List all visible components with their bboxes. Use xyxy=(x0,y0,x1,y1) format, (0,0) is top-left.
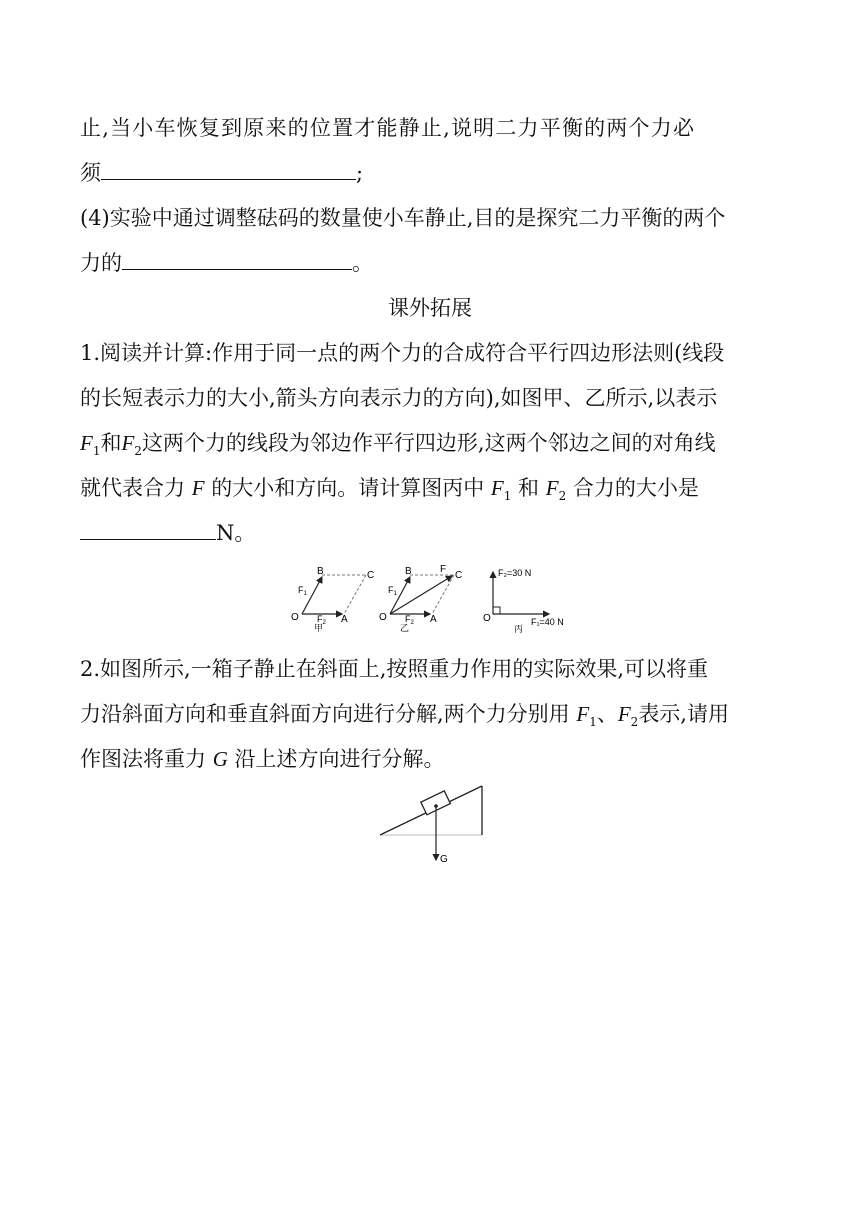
f2-subscript: 2 xyxy=(558,489,567,504)
q1-line4 xyxy=(80,473,699,511)
q2-line3-a: 作图法将重力 xyxy=(80,747,206,771)
section-title: 课外拓展 xyxy=(388,296,472,320)
label-f1: $F_1$ xyxy=(388,585,397,597)
caption-jia: 甲 xyxy=(314,623,324,633)
q2-line1: 2.如图所示,一箱子静止在斜面上,按照重力作用的实际效果,可以将重 xyxy=(80,657,709,681)
para4-line2-suffix: 。 xyxy=(352,251,373,275)
q1-line2: 的长短表示力的大小,箭头方向表示力的方向),如图甲、乙所示,以表示 xyxy=(80,386,718,410)
q2-line2-b: 表示,请用 xyxy=(638,702,729,726)
f1-subscript: 1 xyxy=(589,715,597,730)
label-o: O xyxy=(483,613,491,624)
label-f1: $F_1$ xyxy=(298,585,307,597)
force-diagram-figure xyxy=(0,558,860,638)
para4-line1: (4)实验中通过调整砝码的数量使小车静止,目的是探究二力平衡的两个 xyxy=(80,206,726,230)
q1-line4-c: 合力的大小是 xyxy=(572,476,699,500)
caption-bing: 丙 xyxy=(514,624,524,634)
label-g: G xyxy=(440,854,448,865)
para3-line2-suffix: ; xyxy=(356,161,364,185)
diagram-jia xyxy=(291,566,374,633)
f-symbol: F xyxy=(191,476,205,500)
q1-line1: 1.阅读并计算:作用于同一点的两个力的合成符合平行四边形法则(线段 xyxy=(80,341,725,365)
f2-symbol: F xyxy=(617,702,631,726)
separator: 、 xyxy=(596,702,618,726)
label-f1-value: F₁=40 N xyxy=(531,617,564,627)
answer-blank-q1[interactable] xyxy=(80,519,216,540)
f1-subscript: 1 xyxy=(503,489,512,504)
q2-line3-b: 沿上述方向进行分解。 xyxy=(234,747,445,771)
unit-newton: N。 xyxy=(216,521,256,545)
para4-line2-prefix: 力的 xyxy=(80,251,122,275)
q1-line4-b: 的大小和方向。请计算图丙中 xyxy=(211,476,485,500)
diagram-bing xyxy=(483,568,564,634)
label-f2: $F_2$ xyxy=(317,614,326,626)
label-c: C xyxy=(367,570,375,581)
q1-line3-rest: 这两个力的线段为邻边作平行四边形,这两个邻边之间的对角线 xyxy=(141,431,716,455)
q2-line2-a: 力沿斜面方向和垂直斜面方向进行分解,两个力分别用 xyxy=(80,702,570,726)
f1-symbol: F xyxy=(576,702,590,726)
label-o: O xyxy=(291,612,299,623)
caption-yi: 乙 xyxy=(400,623,410,633)
and-text: 和 xyxy=(518,476,540,500)
diagram-yi xyxy=(379,564,462,633)
incline-diagram xyxy=(0,780,860,870)
label-a: A xyxy=(341,614,348,625)
q2-line3 xyxy=(80,744,445,774)
para3-line2 xyxy=(80,158,363,188)
f2-subscript: 2 xyxy=(630,715,639,730)
q1-line3 xyxy=(80,428,716,466)
label-b: B xyxy=(405,566,412,577)
g-symbol: G xyxy=(212,747,228,771)
label-c: C xyxy=(455,570,463,581)
f2-symbol: F xyxy=(545,476,559,500)
q1-line4-a: 就代表合力 xyxy=(80,476,185,500)
label-f2-value: F₂=30 N xyxy=(498,568,532,578)
label-a: A xyxy=(430,614,437,625)
f2-symbol: F xyxy=(121,431,135,455)
f1-symbol: F xyxy=(490,476,504,500)
q1-line5 xyxy=(80,518,255,548)
label-f: F xyxy=(440,564,447,575)
para4-line2 xyxy=(80,248,373,278)
label-o: O xyxy=(379,612,387,623)
label-f2: $F_2$ xyxy=(405,614,414,626)
f2-subscript: 2 xyxy=(134,444,142,459)
q2-line2 xyxy=(80,699,729,737)
f1-subscript: 1 xyxy=(92,444,101,459)
answer-blank-3[interactable] xyxy=(101,159,356,180)
and-text: 和 xyxy=(100,431,122,455)
label-b: B xyxy=(317,566,324,577)
f1-symbol: F xyxy=(80,431,93,455)
para3-line2-prefix: 须 xyxy=(80,161,101,185)
answer-blank-4[interactable] xyxy=(122,249,352,270)
para3-line1: 止,当小车恢复到原来的位置才能静止,说明二力平衡的两个力必 xyxy=(80,116,696,140)
